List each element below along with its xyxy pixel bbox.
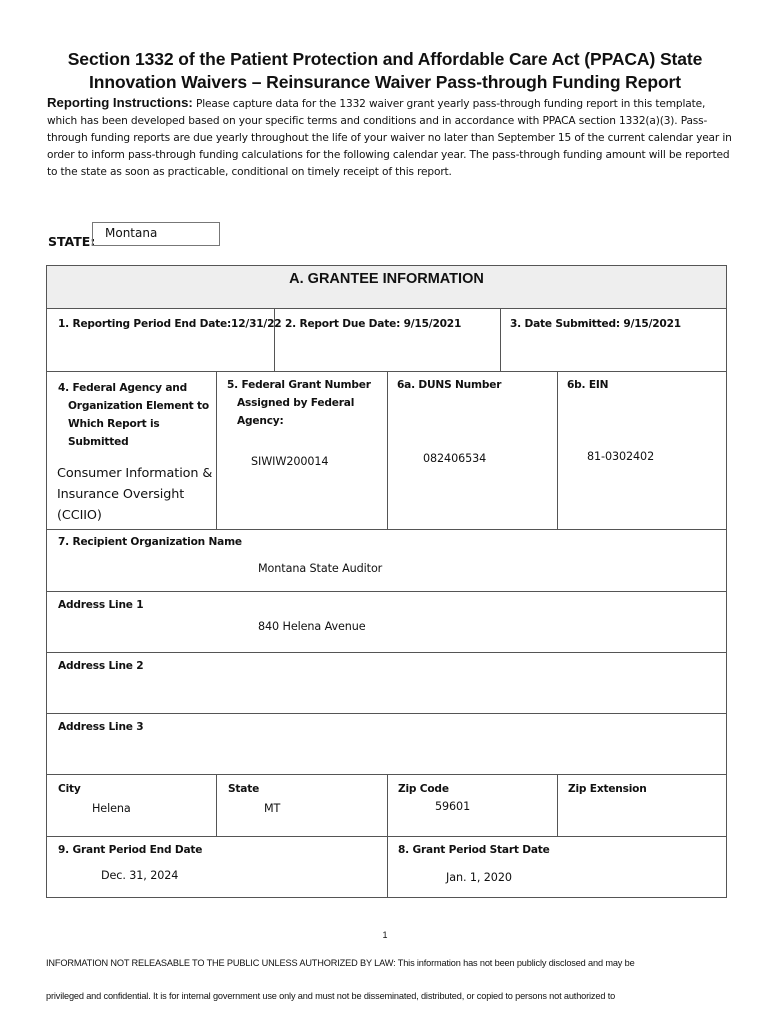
address-line-2-label: Address Line 2: [58, 660, 144, 672]
federal-agency-label-l2: Organization Element to: [68, 400, 209, 412]
federal-agency-value-l3: (CCIIO): [57, 508, 102, 523]
recipient-org-label: 7. Recipient Organization Name: [58, 536, 242, 548]
section-a-heading: A. GRANTEE INFORMATION: [47, 266, 726, 309]
grant-end-value[interactable]: Dec. 31, 2024: [101, 869, 179, 882]
instructions-label: Reporting Instructions:: [47, 95, 193, 110]
state-field-value[interactable]: MT: [264, 802, 281, 815]
address-line-3-label: Address Line 3: [58, 721, 144, 733]
title-line-2: Innovation Waivers – Reinsurance Waiver Pass-through Funding Report: [89, 72, 681, 92]
city-value[interactable]: Helena: [92, 802, 131, 815]
federal-agency-value-l1: Consumer Information &: [57, 466, 213, 481]
row-divider: [47, 652, 726, 653]
grant-start-value[interactable]: Jan. 1, 2020: [446, 871, 512, 884]
grant-number-label-l1: 5. Federal Grant Number: [227, 379, 371, 391]
grant-number-label: [227, 376, 371, 430]
col-divider: [216, 371, 217, 529]
col-divider: [557, 371, 558, 529]
row-divider: [47, 529, 726, 530]
grant-number-label-l2: Assigned by Federal: [237, 397, 355, 409]
state-label: STATE:: [48, 234, 96, 249]
col-divider: [557, 774, 558, 836]
reporting-period-field[interactable]: 1. Reporting Period End Date:12/31/22: [58, 318, 282, 330]
row-divider: [47, 713, 726, 714]
city-label: City: [58, 783, 81, 795]
footer-line-1: INFORMATION NOT RELEASABLE TO THE PUBLIC UNLESS AUTHORIZED BY LAW: This information has not been publicly disclosed and may be: [46, 958, 635, 968]
reporting-instructions: [47, 94, 737, 181]
document-title: [30, 48, 740, 94]
col-divider: [500, 309, 501, 371]
address-line-1-label: Address Line 1: [58, 599, 144, 611]
federal-agency-value[interactable]: [57, 463, 212, 526]
ein-value[interactable]: 81-0302402: [587, 450, 655, 463]
state-input[interactable]: Montana: [92, 222, 220, 246]
instructions-text: Please capture data for the 1332 waiver grant yearly pass-through funding report in this template, which has been developed based on your specific terms and conditions and in accordance with PPACA section 1332(a)(3). Pass-through funding reports are due yearly throughout the life of your waiver no later than September 15 of the current calendar year in order to inform pass-through funding calculations for the following calendar year. The pass-through funding amount will be reported to the state as soon as practicable, conditional on timely receipt of this report.: [47, 98, 732, 178]
grantee-information-form: [46, 265, 727, 898]
page-number: 1: [382, 930, 388, 940]
grant-end-label: 9. Grant Period End Date: [58, 844, 203, 856]
duns-label: 6a. DUNS Number: [397, 379, 502, 391]
col-divider: [387, 774, 388, 898]
federal-agency-value-l2: Insurance Oversight: [57, 487, 185, 502]
footer-line-2: privileged and confidential. It is for internal government use only and must not be disseminated, distributed, or copied to persons not authorized to: [46, 991, 616, 1001]
federal-agency-label-l4: Submitted: [68, 436, 129, 448]
grant-start-label: 8. Grant Period Start Date: [398, 844, 550, 856]
title-line-1: Section 1332 of the Patient Protection and Affordable Care Act (PPACA) State: [67, 49, 703, 69]
federal-agency-label: [58, 379, 209, 451]
address-line-1-value[interactable]: 840 Helena Avenue: [258, 620, 366, 633]
col-divider: [216, 774, 217, 836]
state-field-label: State: [228, 783, 260, 795]
federal-agency-label-l1: 4. Federal Agency and: [58, 382, 187, 394]
grant-number-label-l3: Agency:: [237, 415, 284, 427]
grant-number-value[interactable]: SIWIW200014: [251, 455, 329, 468]
date-submitted-field[interactable]: 3. Date Submitted: 9/15/2021: [510, 318, 681, 330]
zip-code-label: Zip Code: [398, 783, 449, 795]
recipient-org-value[interactable]: Montana State Auditor: [258, 562, 383, 575]
zip-code-value[interactable]: 59601: [435, 800, 471, 813]
duns-value[interactable]: 082406534: [423, 452, 487, 465]
ein-label: 6b. EIN: [567, 379, 609, 391]
report-due-date-field[interactable]: 2. Report Due Date: 9/15/2021: [285, 318, 462, 330]
row-divider: [47, 591, 726, 592]
zip-extension-label: Zip Extension: [568, 783, 647, 795]
federal-agency-label-l3: Which Report is: [68, 418, 160, 430]
col-divider: [387, 371, 388, 529]
